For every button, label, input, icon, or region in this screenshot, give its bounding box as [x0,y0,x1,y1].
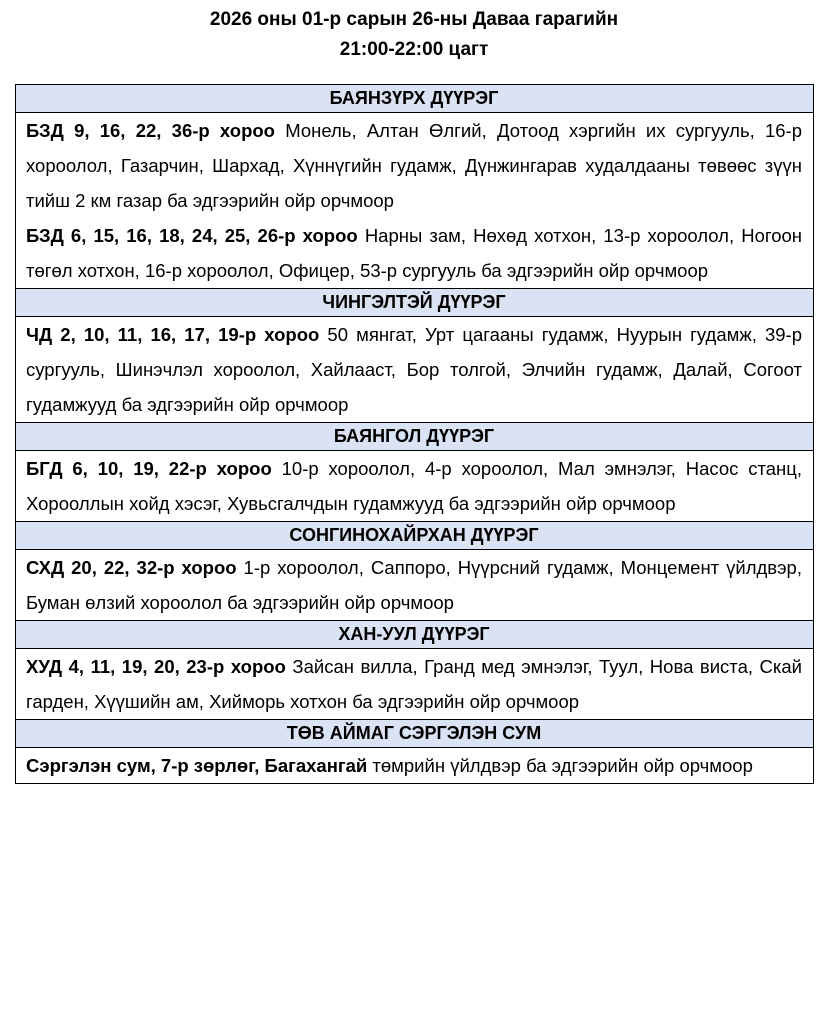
area-locations: төмрийн үйлдвэр ба эдгээрийн ойр орчмоор [367,755,753,776]
area-locations: 50 мянгат, Урт цагааны гудамж, Нуурын гудамж, 39-р сургууль, Шинэчлэл хороолол, Хайлааст, Бор толгой, Элчийн гудамж, Далай, Согоот гудамжууд ба эдгээрийн ойр орчмоор [26,324,802,415]
district-header-row [16,289,814,317]
khoroo-codes: БЗД 6, 15, 16, 18, 24, 25, 26-р хороо [26,225,358,246]
district-name: ЧИНГЭЛТЭЙ ДҮҮРЭГ [16,289,814,317]
district-name: ТӨВ АЙМАГ СЭРГЭЛЭН СУМ [16,720,814,748]
district-areas-row [16,550,814,621]
district-header-row [16,85,814,113]
area-entry [26,748,802,783]
district-header-row [16,423,814,451]
area-entry [26,550,802,620]
district-name: ХАН-УУЛ ДҮҮРЭГ [16,621,814,649]
district-areas-row [16,649,814,720]
district-areas-row [16,451,814,522]
khoroo-codes: ХУД 4, 11, 19, 20, 23-р хороо [26,656,286,677]
area-locations: Зайсан вилла, Гранд мед эмнэлэг, Туул, Нова виста, Скай гарден, Хүүшийн ам, Хийморь хотхон ба эдгээрийн ойр орчмоор [26,656,802,712]
district-name: СОНГИНОХАЙРХАН ДҮҮРЭГ [16,522,814,550]
area-entry [26,649,802,719]
area-entry [26,317,802,422]
district-header-row [16,621,814,649]
district-header-row [16,720,814,748]
area-entry [26,113,802,218]
district-header-row [16,522,814,550]
khoroo-codes: ЧД 2, 10, 11, 16, 17, 19-р хороо [26,324,320,345]
outage-schedule-table [15,84,814,784]
area-entry [26,218,802,288]
title-date: 2026 оны 01-р сарын 26-ны Даваа гарагийн [209,9,619,30]
area-locations: Монель, Алтан Өлгий, Дотоод хэргийн их сургууль, 16-р хороолол, Газарчин, Шархад, Хүннүгийн гудамж, Дүнжингарав худалдааны төвөөс зүүн тийш 2 км газар ба эдгээрийн ойр орчмоор [26,120,802,211]
khoroo-codes: БГД 6, 10, 19, 22-р хороо [26,458,272,479]
district-areas-row [16,317,814,423]
district-areas-row [16,113,814,289]
title-time: 21:00-22:00 цагт [339,39,489,60]
district-name: БАЯНГОЛ ДҮҮРЭГ [16,423,814,451]
district-name: БАЯНЗҮРХ ДҮҮРЭГ [16,85,814,113]
area-entry [26,451,802,521]
khoroo-codes: БЗД 9, 16, 22, 36-р хороо [26,120,275,141]
district-areas-row [16,748,814,784]
area-locations: Нарны зам, Нөхөд хотхон, 13-р хороолол, Ногоон төгөл хотхон, 16-р хороолол, Офицер, 53-р сургууль ба эдгээрийн ойр орчмоор [26,225,802,281]
area-locations: 10-р хороолол, 4-р хороолол, Мал эмнэлэг, Насос станц, Хорооллын хойд хэсэг, Хувьсгалчдын гудамжууд ба эдгээрийн ойр орчмоор [26,458,803,514]
khoroo-codes: Сэргэлэн сум, 7-р зөрлөг, Багахангай [26,755,368,776]
area-locations: 1-р хороолол, Саппоро, Нүүрсний гудамж, Монцемент үйлдвэр, Буман өлзий хороолол ба эдгээрийн ойр орчмоор [26,557,802,613]
khoroo-codes: СХД 20, 22, 32-р хороо [26,557,237,578]
